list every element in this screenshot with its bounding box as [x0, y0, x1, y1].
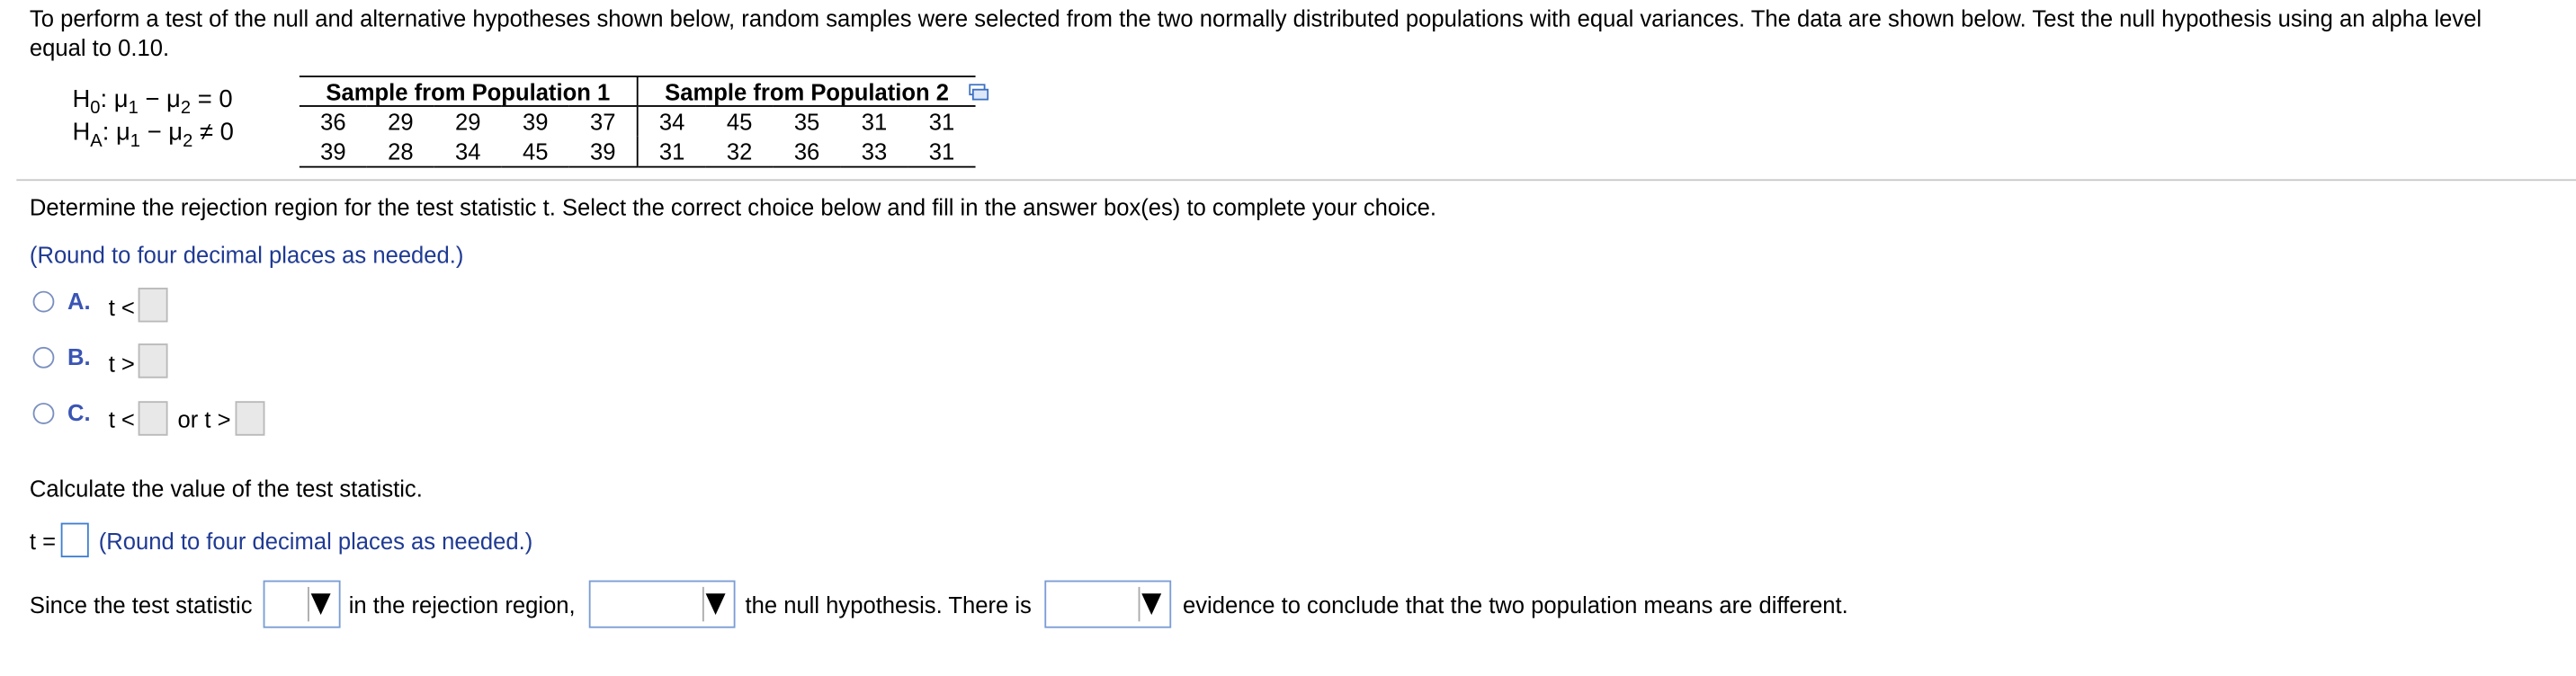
table-cell: 33	[841, 137, 908, 167]
conclusion-text-1: Since the test statistic	[29, 592, 253, 618]
choice-c-radio[interactable]	[33, 403, 55, 424]
table-cell: 34	[638, 106, 706, 137]
table-cell: 36	[774, 137, 841, 167]
alternative-hypothesis: $H_A$: $\mu_1 - \mu_2 \ne 0$	[72, 118, 234, 152]
choice-a-text: t <	[108, 294, 135, 321]
table-cell: 39	[569, 137, 638, 167]
conclusion-text-4: evidence to conclude that the two population means are different.	[1182, 592, 1848, 618]
test-statistic-input[interactable]	[61, 523, 89, 557]
question-2-round-note: (Round to four decimal places as needed.)	[98, 528, 533, 555]
conclusion-text-3: the null hypothesis. There is	[745, 592, 1032, 618]
is-is-not-dropdown[interactable]	[264, 581, 341, 628]
dropdown-divider	[1139, 587, 1140, 621]
dropdown-divider	[702, 587, 704, 621]
choice-b-text: t >	[108, 350, 135, 377]
table-cell: 35	[793, 108, 820, 135]
choice-c-lower-answer-box[interactable]	[139, 401, 168, 435]
choice-a-answer-box[interactable]	[139, 288, 168, 322]
table-cell: 45	[726, 108, 753, 135]
table-cell: 28	[367, 137, 434, 167]
table-cell: 39	[300, 137, 367, 167]
choice-b-answer-box[interactable]	[139, 343, 168, 378]
table-cell: 36	[320, 108, 346, 135]
reject-dropdown[interactable]	[589, 581, 736, 628]
table-cell: 32	[706, 137, 774, 167]
question-1-round-note: (Round to four decimal places as needed.)	[29, 241, 464, 269]
choice-b-letter: B.	[67, 343, 91, 370]
header-population-2: Sample from Population 2	[638, 77, 976, 106]
table-cell: 31	[908, 137, 976, 167]
table-cell: 29	[455, 108, 481, 135]
choice-a-radio[interactable]	[33, 291, 55, 313]
evidence-dropdown[interactable]	[1044, 581, 1171, 628]
section-divider	[16, 179, 2576, 181]
choice-b-radio[interactable]	[33, 347, 55, 369]
table-cell: 31	[928, 108, 955, 135]
question-2-prompt: Calculate the value of the test statistic.	[29, 475, 423, 502]
data-table-wrapper	[300, 76, 976, 167]
choice-a-letter: A.	[67, 288, 91, 315]
choice-c-text-upper: or t >	[177, 405, 231, 433]
null-hypothesis: $H_0$: $\mu_1 - \mu_2 = 0$	[72, 85, 233, 119]
table-cell: 31	[638, 137, 706, 167]
table-cell: 37	[590, 108, 616, 135]
intro-line-2: equal to 0.10.	[29, 34, 170, 61]
table-cell: 39	[523, 108, 549, 135]
table-cell: 29	[388, 108, 414, 135]
table-cell: 45	[502, 137, 569, 167]
table-cell: 31	[861, 108, 888, 135]
intro-line-1: To perform a test of the null and alternative hypotheses shown below, random samples were selected from the two normally distributed populations with equal variances. The data are shown below. Test the null hypothesis using an alpha level	[29, 4, 2482, 31]
choice-c-upper-answer-box[interactable]	[236, 401, 265, 435]
dropdown-arrow-icon	[311, 593, 331, 615]
dropdown-arrow-icon	[1141, 593, 1161, 615]
header-population-1: Sample from Population 1	[300, 77, 638, 106]
dropdown-divider	[308, 587, 309, 621]
choice-c-text-lower: t <	[108, 405, 135, 433]
table-cell: 34	[434, 137, 502, 167]
dropdown-arrow-icon	[706, 593, 726, 615]
t-label: t =	[29, 528, 57, 555]
conclusion-text-2: in the rejection region,	[348, 592, 576, 618]
choice-c-letter: C.	[67, 399, 91, 426]
question-1-prompt: Determine the rejection region for the test statistic t. Select the correct choice below and fill in the answer box(es) to complete your choice.	[29, 193, 1437, 221]
copy-data-icon[interactable]	[969, 84, 988, 100]
data-table	[300, 77, 976, 168]
table-row	[300, 106, 976, 137]
table-row	[300, 137, 976, 167]
